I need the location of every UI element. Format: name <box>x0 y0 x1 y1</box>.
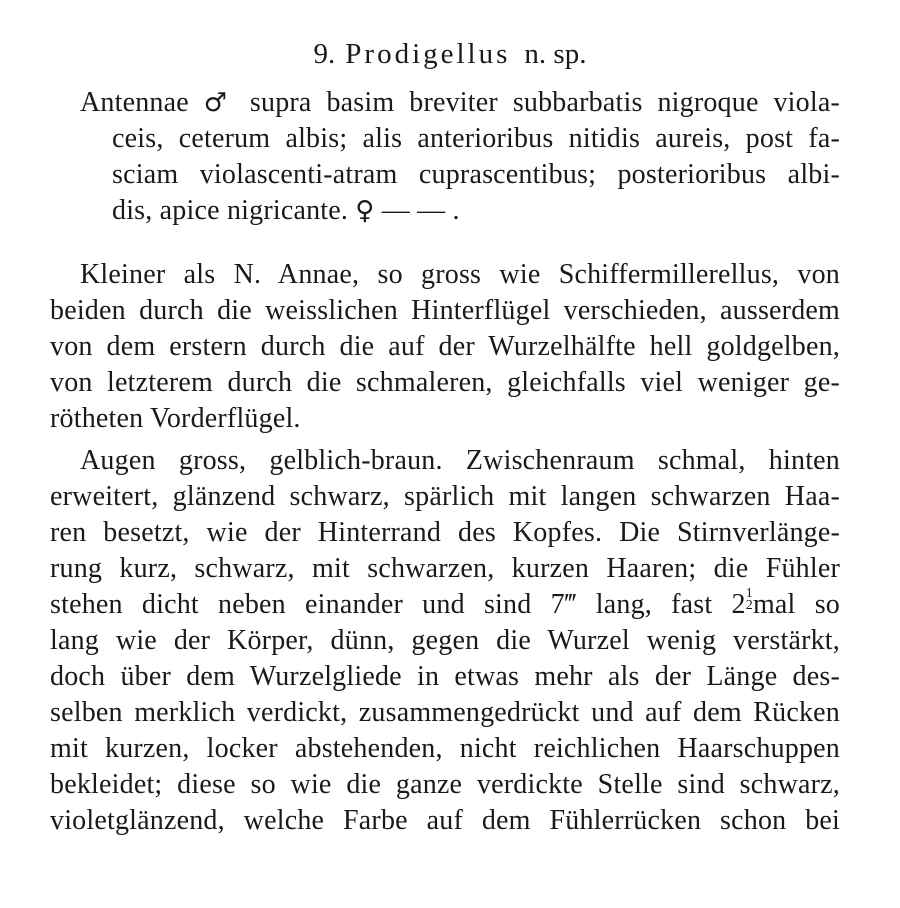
paragraph-line: Kleiner als N. Annae, so gross wie Schiffermillerellus, von <box>80 259 840 290</box>
paragraph-line: mit kurzen, locker abstehenden, nicht reichlichen Haarschuppen <box>50 733 840 764</box>
paragraph-line: doch über dem Wurzelgliede in etwas mehr als der Länge des- <box>50 661 840 692</box>
paragraph-line: violetglänzend, welche Farbe auf dem Fühlerrücken schon bei <box>50 805 840 836</box>
male-symbol-icon: ♂ <box>203 88 236 118</box>
paragraph-line: von letzterem durch die schmaleren, gleichfalls viel weniger ge- <box>50 367 840 398</box>
diagnosis-line: ceis, ceterum albis; alis anterioribus nitidis aureis, post fa- <box>112 123 840 154</box>
paragraph-line: Augen gross, gelblich-braun. Zwischenraum schmal, hinten <box>80 445 840 476</box>
paragraph-line: beiden durch die weisslichen Hinterflügel verschieden, ausserdem <box>50 295 840 326</box>
diagnosis-line: Antennae ♂ supra basim breviter subbarbatis nigroque viola- <box>80 87 840 118</box>
paragraph-line: bekleidet; diese so wie die ganze verdickte Stelle sind schwarz, <box>50 769 840 800</box>
species-number: 9. <box>313 38 336 70</box>
paragraph-line: stehen dicht neben einander und sind 7‴ lang, fast 2 1 2 mal so <box>50 586 840 620</box>
species-heading <box>0 36 900 72</box>
paragraph-line: rötheten Vorderflügel. <box>50 403 301 434</box>
paragraph-line: von dem erstern durch die auf der Wurzelhälfte hell goldgelben, <box>50 331 840 362</box>
female-symbol-icon: ♀ <box>355 196 375 226</box>
species-name: Prodigellus <box>345 38 511 70</box>
paragraph-line: ren besetzt, wie der Hinterrand des Kopfes. Die Stirnverlänge- <box>50 517 840 548</box>
diagnosis-line: dis, apice nigricante. ♀ — — . <box>112 195 460 226</box>
paragraph-line: rung kurz, schwarz, mit schwarzen, kurzen Haaren; die Fühler <box>50 553 840 584</box>
fraction: 1 2 <box>745 586 753 613</box>
new-species-label: n. sp. <box>524 38 587 70</box>
paragraph-line: lang wie der Körper, dünn, gegen die Wurzel wenig verstärkt, <box>50 625 840 656</box>
paragraph-line: erweitert, glänzend schwarz, spärlich mit langen schwarzen Haa- <box>50 481 840 512</box>
paragraph-line: selben merklich verdickt, zusammengedrückt und auf dem Rücken <box>50 697 840 728</box>
diagnosis-line: sciam violascenti-atram cuprascentibus; posterioribus albi- <box>112 159 840 190</box>
